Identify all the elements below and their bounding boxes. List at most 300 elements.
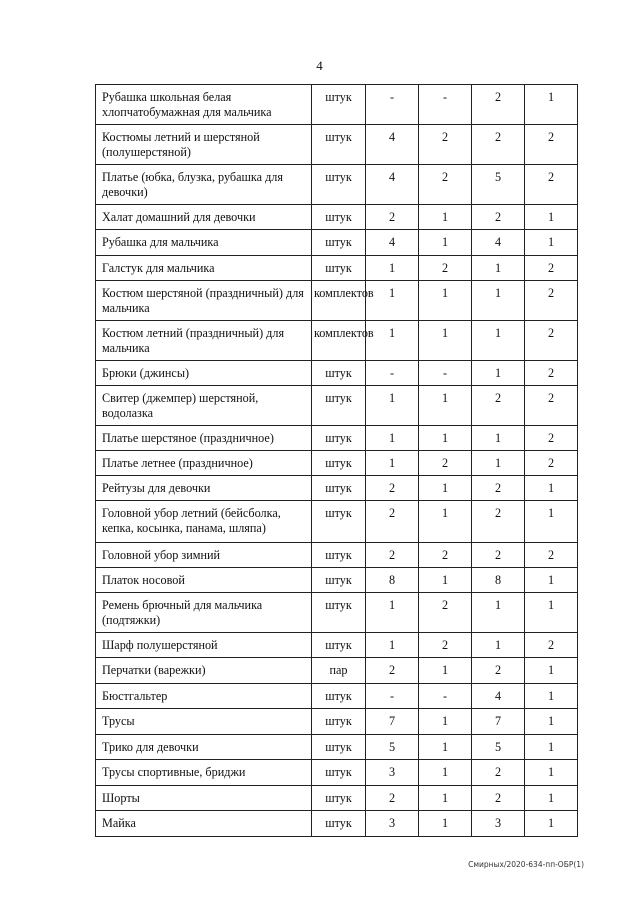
quantity-cell-4-text: 1 (547, 235, 555, 249)
quantity-cell-2-text: 1 (441, 506, 449, 520)
quantity-cell-4-text: 2 (547, 170, 555, 184)
quantity-cell-1 (366, 386, 419, 426)
quantity-cell-1-text: - (389, 689, 395, 703)
unit-cell-text: штук (325, 765, 352, 779)
item-name-cell (96, 543, 312, 568)
quantity-cell-1 (366, 361, 419, 386)
quantity-cell-2-text: 1 (441, 816, 449, 830)
unit-cell-text: комплектов (314, 286, 374, 300)
quantity-cell-3-text: 4 (494, 689, 502, 703)
item-name-cell-text: Платье (юбка, блузка, рубашка для девочки) (102, 170, 283, 199)
quantity-cell-2-text: 1 (441, 235, 449, 249)
quantity-cell-1-text: 5 (388, 740, 396, 754)
quantity-cell-3 (472, 205, 525, 230)
quantity-cell-3-text: 3 (494, 816, 502, 830)
quantity-cell-1 (366, 633, 419, 658)
quantity-cell-2 (419, 205, 472, 230)
item-name-cell-text: Трико для девочки (102, 740, 199, 754)
quantity-cell-4-text: 2 (547, 130, 555, 144)
quantity-cell-2 (419, 85, 472, 125)
quantity-cell-4 (525, 735, 578, 760)
quantity-cell-2-text: - (442, 90, 448, 104)
quantity-cell-3-text: 1 (494, 366, 502, 380)
quantity-cell-1 (366, 543, 419, 568)
table-row (96, 256, 578, 281)
quantity-cell-4 (525, 568, 578, 593)
unit-cell-text: штук (325, 431, 352, 445)
quantity-cell-4 (525, 658, 578, 684)
quantity-cell-4-text: 2 (547, 261, 555, 275)
quantity-cell-1-text: 7 (388, 714, 396, 728)
quantity-cell-4-text: 2 (547, 326, 555, 340)
quantity-cell-1 (366, 593, 419, 633)
quantity-cell-2-text: 2 (441, 548, 449, 562)
quantity-cell-1-text: 4 (388, 235, 396, 249)
quantity-cell-3 (472, 361, 525, 386)
quantity-cell-4-text: 1 (547, 573, 555, 587)
quantity-cell-1 (366, 811, 419, 837)
unit-cell-text: штук (325, 506, 352, 520)
quantity-cell-3-text: 2 (494, 663, 502, 677)
item-name-cell (96, 281, 312, 321)
unit-cell (312, 593, 366, 633)
unit-cell-text: штук (325, 816, 352, 830)
table-body (96, 85, 578, 837)
quantity-cell-2 (419, 658, 472, 684)
quantity-cell-4 (525, 85, 578, 125)
quantity-cell-4 (525, 281, 578, 321)
quantity-cell-3-text: 1 (494, 456, 502, 470)
quantity-cell-2-text: 1 (441, 740, 449, 754)
item-name-cell-text: Трусы спортивные, бриджи (102, 765, 246, 779)
quantity-cell-1 (366, 501, 419, 543)
quantity-cell-3 (472, 501, 525, 543)
quantity-cell-4 (525, 786, 578, 811)
item-name-cell (96, 451, 312, 476)
item-name-cell-text: Головной убор зимний (102, 548, 221, 562)
unit-cell-text: штук (325, 740, 352, 754)
quantity-cell-2-text: - (442, 366, 448, 380)
unit-cell (312, 205, 366, 230)
quantity-cell-2-text: 1 (441, 765, 449, 779)
unit-cell (312, 501, 366, 543)
quantity-cell-4 (525, 633, 578, 658)
quantity-cell-3-text: 1 (494, 261, 502, 275)
item-name-cell-text: Трусы (102, 714, 135, 728)
unit-cell-text: штук (325, 210, 352, 224)
quantity-cell-2-text: - (442, 689, 448, 703)
quantity-cell-4 (525, 205, 578, 230)
quantity-cell-2 (419, 543, 472, 568)
quantity-cell-4-text: 1 (547, 598, 555, 612)
item-name-cell-text: Свитер (джемпер) шерстяной, водолазка (102, 391, 259, 420)
quantity-cell-2-text: 1 (441, 326, 449, 340)
quantity-cell-3 (472, 684, 525, 709)
unit-cell (312, 735, 366, 760)
quantity-cell-2-text: 1 (441, 210, 449, 224)
table-row (96, 476, 578, 501)
quantity-cell-3-text: 7 (494, 714, 502, 728)
item-name-cell-text: Платок носовой (102, 573, 185, 587)
quantity-cell-3 (472, 321, 525, 361)
unit-cell (312, 476, 366, 501)
quantity-cell-2 (419, 476, 472, 501)
unit-cell-text: штук (325, 235, 352, 249)
table-row (96, 684, 578, 709)
quantity-cell-4-text: 1 (547, 663, 555, 677)
quantity-cell-2 (419, 709, 472, 735)
quantity-cell-3 (472, 658, 525, 684)
quantity-cell-1-text: 1 (388, 431, 396, 445)
quantity-cell-3 (472, 281, 525, 321)
quantity-cell-3 (472, 85, 525, 125)
table-row (96, 543, 578, 568)
quantity-cell-1 (366, 735, 419, 760)
table-row (96, 426, 578, 451)
quantity-cell-1-text: 8 (388, 573, 396, 587)
item-name-cell (96, 709, 312, 735)
quantity-cell-4 (525, 811, 578, 837)
unit-cell (312, 811, 366, 837)
item-name-cell (96, 321, 312, 361)
quantity-cell-3-text: 5 (494, 170, 502, 184)
quantity-cell-2-text: 2 (441, 130, 449, 144)
unit-cell-text: штук (325, 366, 352, 380)
quantity-cell-4-text: 1 (547, 765, 555, 779)
table-row (96, 811, 578, 837)
quantity-cell-2 (419, 568, 472, 593)
quantity-cell-1-text: 1 (388, 598, 396, 612)
quantity-cell-2 (419, 760, 472, 786)
unit-cell-text: штук (325, 548, 352, 562)
quantity-cell-4 (525, 386, 578, 426)
quantity-cell-3 (472, 593, 525, 633)
quantity-cell-2 (419, 281, 472, 321)
table-row (96, 501, 578, 543)
item-name-cell-text: Рейтузы для девочки (102, 481, 211, 495)
quantity-cell-3-text: 1 (494, 326, 502, 340)
quantity-cell-2 (419, 125, 472, 165)
unit-cell (312, 256, 366, 281)
quantity-cell-1-text: 1 (388, 456, 396, 470)
quantity-cell-1-text: - (389, 90, 395, 104)
item-name-cell (96, 501, 312, 543)
quantity-cell-1-text: 2 (388, 506, 396, 520)
item-name-cell-text: Платье шерстяное (праздничное) (102, 431, 274, 445)
unit-cell (312, 281, 374, 321)
quantity-cell-2 (419, 786, 472, 811)
quantity-cell-4-text: 1 (547, 740, 555, 754)
item-name-cell (96, 568, 312, 593)
clothing-norms-table (95, 84, 578, 837)
quantity-cell-3-text: 2 (494, 90, 502, 104)
quantity-cell-1-text: - (389, 366, 395, 380)
quantity-cell-1 (366, 684, 419, 709)
quantity-cell-4 (525, 230, 578, 256)
quantity-cell-1 (366, 568, 419, 593)
quantity-cell-3-text: 1 (494, 286, 502, 300)
quantity-cell-4-text: 1 (547, 210, 555, 224)
quantity-cell-4-text: 1 (547, 689, 555, 703)
item-name-cell-text: Шорты (102, 791, 140, 805)
quantity-cell-4 (525, 165, 578, 205)
unit-cell (312, 230, 366, 256)
unit-cell-text: штук (325, 481, 352, 495)
item-name-cell-text: Майка (102, 816, 136, 830)
quantity-cell-4 (525, 501, 578, 543)
quantity-cell-3 (472, 476, 525, 501)
item-name-cell (96, 684, 312, 709)
item-name-cell-text: Костюмы летний и шерстяной (полушерстяной) (102, 130, 260, 159)
table-row (96, 205, 578, 230)
quantity-cell-4-text: 2 (547, 366, 555, 380)
unit-cell (312, 543, 366, 568)
quantity-cell-4-text: 2 (547, 456, 555, 470)
quantity-cell-1-text: 1 (388, 261, 396, 275)
quantity-cell-3-text: 2 (494, 765, 502, 779)
item-name-cell (96, 811, 312, 837)
quantity-cell-4-text: 2 (547, 286, 555, 300)
quantity-cell-2 (419, 165, 472, 205)
quantity-cell-3 (472, 811, 525, 837)
quantity-cell-1-text: 1 (388, 326, 396, 340)
item-name-cell (96, 735, 312, 760)
unit-cell (312, 85, 366, 125)
quantity-cell-4-text: 2 (547, 638, 555, 652)
table-row (96, 321, 578, 361)
unit-cell-text: штук (325, 90, 352, 104)
quantity-cell-2 (419, 501, 472, 543)
quantity-cell-2 (419, 386, 472, 426)
item-name-cell (96, 476, 312, 501)
quantity-cell-1-text: 2 (388, 791, 396, 805)
quantity-cell-4 (525, 361, 578, 386)
quantity-cell-3-text: 2 (494, 481, 502, 495)
unit-cell-text: штук (325, 598, 352, 612)
quantity-cell-1 (366, 658, 419, 684)
quantity-cell-3-text: 4 (494, 235, 502, 249)
table-row (96, 760, 578, 786)
item-name-cell (96, 165, 312, 205)
unit-cell (312, 786, 366, 811)
quantity-cell-1-text: 1 (388, 286, 396, 300)
item-name-cell (96, 361, 312, 386)
quantity-cell-1-text: 3 (388, 816, 396, 830)
quantity-cell-2 (419, 684, 472, 709)
quantity-cell-3 (472, 786, 525, 811)
item-name-cell (96, 658, 312, 684)
quantity-cell-4-text: 1 (547, 90, 555, 104)
table-row (96, 230, 578, 256)
quantity-cell-2-text: 1 (441, 481, 449, 495)
quantity-cell-3 (472, 230, 525, 256)
item-name-cell-text: Ремень брючный для мальчика (подтяжки) (102, 598, 263, 627)
quantity-cell-3 (472, 386, 525, 426)
quantity-cell-2-text: 2 (441, 261, 449, 275)
unit-cell-text: штук (325, 261, 352, 275)
item-name-cell-text: Перчатки (варежки) (102, 663, 206, 677)
quantity-cell-1-text: 3 (388, 765, 396, 779)
quantity-cell-2-text: 2 (441, 598, 449, 612)
unit-cell-text: штук (325, 456, 352, 470)
quantity-cell-3-text: 2 (494, 791, 502, 805)
quantity-cell-3 (472, 709, 525, 735)
quantity-cell-2-text: 2 (441, 456, 449, 470)
item-name-cell-text: Платье летнее (праздничное) (102, 456, 253, 470)
quantity-cell-4 (525, 709, 578, 735)
table-row (96, 386, 578, 426)
quantity-cell-2 (419, 633, 472, 658)
table-row (96, 568, 578, 593)
unit-cell (312, 165, 366, 205)
table-row (96, 709, 578, 735)
item-name-cell-text: Костюм шерстяной (праздничный) для мальчика (102, 286, 304, 315)
unit-cell-text: пар (329, 663, 348, 677)
item-name-cell (96, 256, 312, 281)
quantity-cell-3-text: 2 (494, 548, 502, 562)
item-name-cell (96, 230, 312, 256)
quantity-cell-2-text: 1 (441, 573, 449, 587)
table-row (96, 633, 578, 658)
table-row (96, 281, 578, 321)
item-name-cell (96, 786, 312, 811)
quantity-cell-3-text: 2 (494, 391, 502, 405)
quantity-cell-1 (366, 205, 419, 230)
table-row (96, 165, 578, 205)
quantity-cell-3 (472, 543, 525, 568)
item-name-cell-text: Брюки (джинсы) (102, 366, 190, 380)
quantity-cell-3 (472, 568, 525, 593)
quantity-cell-2 (419, 735, 472, 760)
quantity-cell-1-text: 1 (388, 391, 396, 405)
unit-cell (312, 361, 366, 386)
item-name-cell (96, 593, 312, 633)
quantity-cell-2 (419, 426, 472, 451)
quantity-cell-4 (525, 476, 578, 501)
quantity-cell-4 (525, 256, 578, 281)
quantity-cell-4-text: 1 (547, 791, 555, 805)
item-name-cell-text: Шарф полушерстяной (102, 638, 218, 652)
item-name-cell (96, 426, 312, 451)
quantity-cell-4-text: 1 (547, 506, 555, 520)
quantity-cell-4 (525, 760, 578, 786)
unit-cell-text: штук (325, 791, 352, 805)
quantity-cell-1-text: 2 (388, 663, 396, 677)
quantity-cell-4 (525, 426, 578, 451)
quantity-cell-4-text: 2 (547, 391, 555, 405)
quantity-cell-1 (366, 230, 419, 256)
quantity-cell-3-text: 2 (494, 210, 502, 224)
quantity-cell-2 (419, 811, 472, 837)
item-name-cell-text: Костюм летний (праздничный) для мальчика (102, 326, 285, 355)
quantity-cell-3 (472, 426, 525, 451)
quantity-cell-2-text: 1 (441, 714, 449, 728)
unit-cell (312, 125, 366, 165)
quantity-cell-1 (366, 426, 419, 451)
quantity-cell-1 (366, 165, 419, 205)
item-name-cell (96, 125, 312, 165)
quantity-cell-2-text: 1 (441, 791, 449, 805)
unit-cell (312, 321, 374, 361)
quantity-cell-1-text: 4 (388, 130, 396, 144)
quantity-cell-3-text: 2 (494, 506, 502, 520)
unit-cell-text: штук (325, 573, 352, 587)
unit-cell (312, 658, 366, 684)
item-name-cell (96, 386, 312, 426)
quantity-cell-1-text: 2 (388, 481, 396, 495)
table-row (96, 658, 578, 684)
unit-cell-text: штук (325, 714, 352, 728)
quantity-cell-4 (525, 543, 578, 568)
unit-cell (312, 633, 366, 658)
item-name-cell-text: Галстук для мальчика (102, 261, 215, 275)
unit-cell (312, 451, 366, 476)
page-number: 4 (316, 58, 323, 73)
item-name-cell-text: Рубашка школьная белая хлопчатобумажная для мальчика (102, 90, 272, 119)
quantity-cell-4 (525, 125, 578, 165)
item-name-cell-text: Халат домашний для девочки (102, 210, 256, 224)
quantity-cell-3 (472, 451, 525, 476)
quantity-cell-1-text: 2 (388, 548, 396, 562)
quantity-cell-2 (419, 321, 472, 361)
table-row (96, 361, 578, 386)
table-row (96, 451, 578, 476)
table-row (96, 786, 578, 811)
unit-cell (312, 386, 366, 426)
quantity-cell-1 (366, 256, 419, 281)
item-name-cell (96, 205, 312, 230)
quantity-cell-1 (366, 709, 419, 735)
quantity-cell-3 (472, 760, 525, 786)
unit-cell-text: штук (325, 130, 352, 144)
unit-cell-text: комплектов (314, 326, 374, 340)
item-name-cell (96, 85, 312, 125)
unit-cell-text: штук (325, 689, 352, 703)
table-row (96, 85, 578, 125)
document-footer-code: Смирных/2020-634-пп-ОБР(1) (468, 860, 584, 869)
quantity-cell-4 (525, 321, 578, 361)
quantity-cell-2 (419, 230, 472, 256)
quantity-cell-3-text: 5 (494, 740, 502, 754)
quantity-cell-2-text: 1 (441, 286, 449, 300)
item-name-cell-text: Рубашка для мальчика (102, 235, 219, 249)
quantity-cell-2 (419, 361, 472, 386)
quantity-cell-2 (419, 451, 472, 476)
unit-cell (312, 760, 366, 786)
quantity-cell-1-text: 4 (388, 170, 396, 184)
quantity-cell-4 (525, 684, 578, 709)
quantity-cell-3-text: 1 (494, 431, 502, 445)
quantity-cell-1 (366, 786, 419, 811)
unit-cell-text: штук (325, 638, 352, 652)
quantity-cell-1 (366, 760, 419, 786)
quantity-cell-1-text: 1 (388, 638, 396, 652)
quantity-cell-4-text: 1 (547, 481, 555, 495)
quantity-cell-4-text: 2 (547, 431, 555, 445)
quantity-cell-4-text: 1 (547, 816, 555, 830)
quantity-cell-1 (366, 85, 419, 125)
quantity-cell-3-text: 2 (494, 130, 502, 144)
quantity-cell-2-text: 1 (441, 391, 449, 405)
unit-cell (312, 426, 366, 451)
table-row (96, 125, 578, 165)
table-row (96, 593, 578, 633)
unit-cell-text: штук (325, 170, 352, 184)
quantity-cell-1 (366, 451, 419, 476)
unit-cell (312, 684, 366, 709)
quantity-cell-3 (472, 256, 525, 281)
quantity-cell-2-text: 2 (441, 170, 449, 184)
